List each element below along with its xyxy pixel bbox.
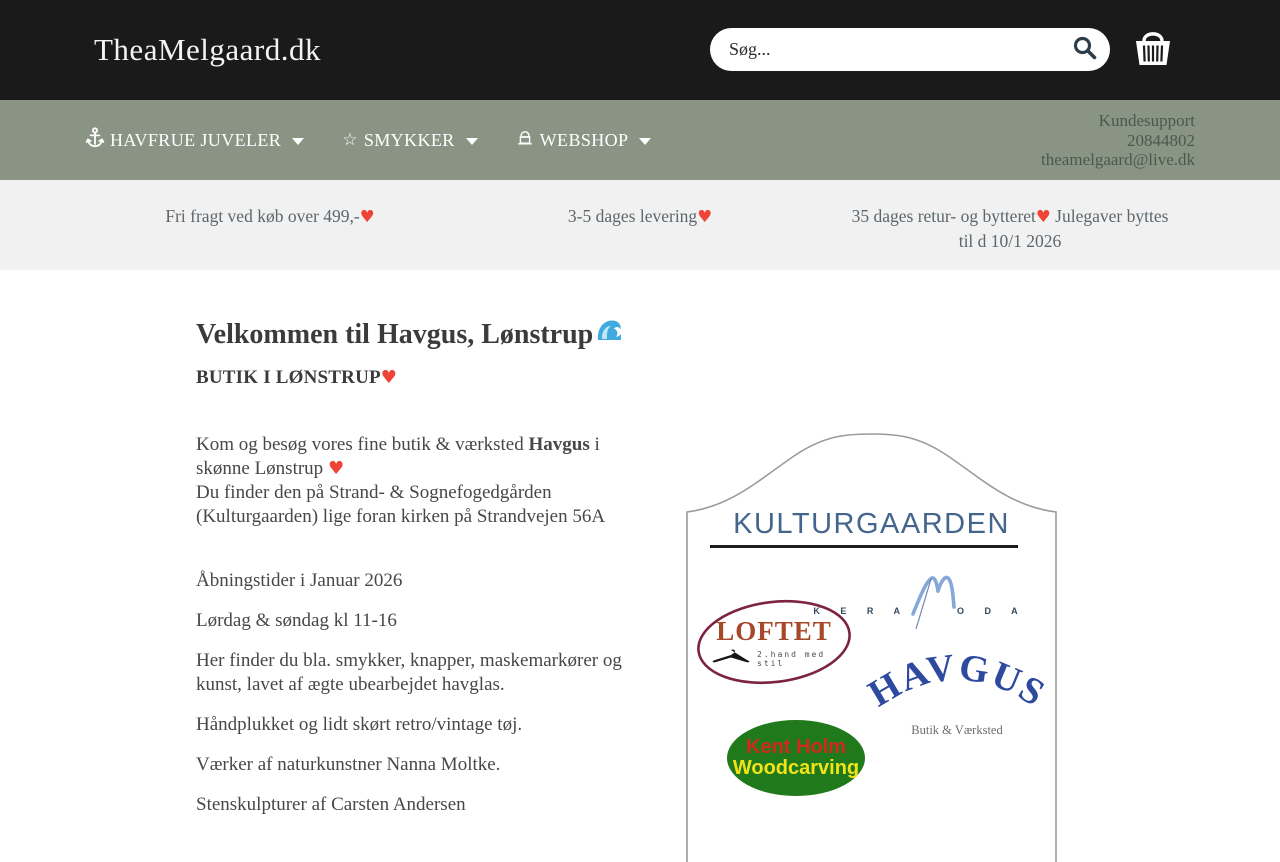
chevron-down-icon xyxy=(292,138,304,145)
site-header xyxy=(0,0,1280,100)
benefits-bar xyxy=(0,180,1280,270)
benefit-text: Fri fragt ved køb over 499,- xyxy=(165,206,359,226)
search-button[interactable] xyxy=(1060,28,1110,71)
shop-description: Her finder du bla. smykker, knapper, maskemarkører og kunst, lavet af ægte ubearbejdet havglas. xyxy=(196,649,648,697)
artist-nanna: Værker af naturkunstner Nanna Moltke. xyxy=(196,753,648,777)
nav-item-smykker[interactable] xyxy=(342,130,477,151)
section-subtitle xyxy=(196,367,648,389)
havgus-text: HAVGUS xyxy=(861,654,1053,715)
benefit-text: 3-5 dages levering xyxy=(568,206,697,226)
page-title xyxy=(196,318,648,351)
sign-title: KULTURGAARDEN xyxy=(685,508,1058,541)
benefit-delivery xyxy=(455,204,825,270)
loftet-tagline: 2.hand med stil xyxy=(757,650,857,668)
anchor-icon xyxy=(86,127,104,153)
intro-paragraph xyxy=(196,433,648,529)
nav-item-label: HAVFRUE JUVELER xyxy=(110,130,281,151)
wave-icon xyxy=(596,318,623,351)
welcome-section xyxy=(196,318,648,833)
havgus-subtitle: Butik & Værksted xyxy=(851,723,1063,738)
benefit-free-shipping xyxy=(85,204,455,270)
loftet-text: LOFTET xyxy=(691,616,857,647)
basket-icon xyxy=(1131,28,1175,73)
star-icon: ☆ xyxy=(342,132,358,149)
benefit-text: 35 dages retur- og bytteret xyxy=(852,206,1036,226)
heart-icon: ♥ xyxy=(381,367,397,388)
main-nav xyxy=(0,100,1280,180)
support-phone: 20844802 xyxy=(1041,130,1195,150)
benefit-returns xyxy=(825,204,1195,270)
opening-hours-title: Åbningstider i Januar 2026 xyxy=(196,569,648,593)
nav-menu xyxy=(86,100,651,180)
kent-holm-logo xyxy=(727,720,865,796)
nav-item-webshop[interactable] xyxy=(516,129,652,152)
search-bar xyxy=(710,28,1110,71)
nav-item-label: SMYKKER xyxy=(364,130,455,151)
opening-hours: Lørdag & søndag kl 11-16 xyxy=(196,609,648,633)
hanger-icon xyxy=(709,648,753,669)
search-input[interactable] xyxy=(710,28,1060,71)
customer-support-block xyxy=(1041,111,1195,170)
support-label: Kundesupport xyxy=(1041,111,1195,131)
svg-text:HAVGUS xyxy=(861,654,1053,715)
havgus-logo xyxy=(851,654,1063,738)
keramoda-text: O D A xyxy=(957,606,1027,616)
loftet-logo xyxy=(691,594,857,694)
artist-carsten: Stenskulpturer af Carsten Andersen xyxy=(196,793,648,817)
benefit-text: Julegaver byttes til d 10/1 2026 xyxy=(959,206,1169,251)
nav-item-label: WEBSHOP xyxy=(540,130,629,151)
heart-icon: ♥ xyxy=(1036,207,1051,226)
chevron-down-icon xyxy=(466,138,478,145)
chevron-down-icon xyxy=(639,138,651,145)
support-email: theamelgaard@live.dk xyxy=(1041,150,1195,170)
keramoda-text: K E R A xyxy=(813,606,909,616)
address-text: Du finder den på Strand- & Sognefogedgården (Kulturgaarden) lige foran kirken på Strandvejen 56A xyxy=(196,482,605,527)
page-title-text: Velkommen til Havgus, Lønstrup xyxy=(196,319,593,351)
shop-icon xyxy=(516,129,534,152)
nav-item-havfrue-juveler[interactable] xyxy=(86,127,304,153)
retro-description: Håndplukket og lidt skørt retro/vintage tøj. xyxy=(196,713,648,737)
heart-icon: ♥ xyxy=(697,207,712,226)
intro-text: Kom og besøg vores fine butik & værksted xyxy=(196,434,528,455)
heart-icon: ♥ xyxy=(360,207,375,226)
sign-divider xyxy=(710,545,1018,548)
intro-text-bold: Havgus xyxy=(528,434,589,455)
intro-text: i skønne Lønstrup xyxy=(196,434,600,479)
kent-holm-woodcarving: Woodcarving xyxy=(733,758,859,779)
kulturgaarden-sign-image xyxy=(685,432,1058,862)
section-subtitle-text: BUTIK I LØNSTRUP xyxy=(196,367,381,388)
magnifier-icon xyxy=(1072,35,1098,64)
kent-holm-name: Kent Holm xyxy=(746,737,846,758)
site-logo[interactable]: TheaMelgaard.dk xyxy=(94,32,321,68)
cart-button[interactable] xyxy=(1129,27,1177,73)
keramoda-mountain-icon xyxy=(909,570,957,637)
heart-icon: ♥ xyxy=(328,458,344,479)
